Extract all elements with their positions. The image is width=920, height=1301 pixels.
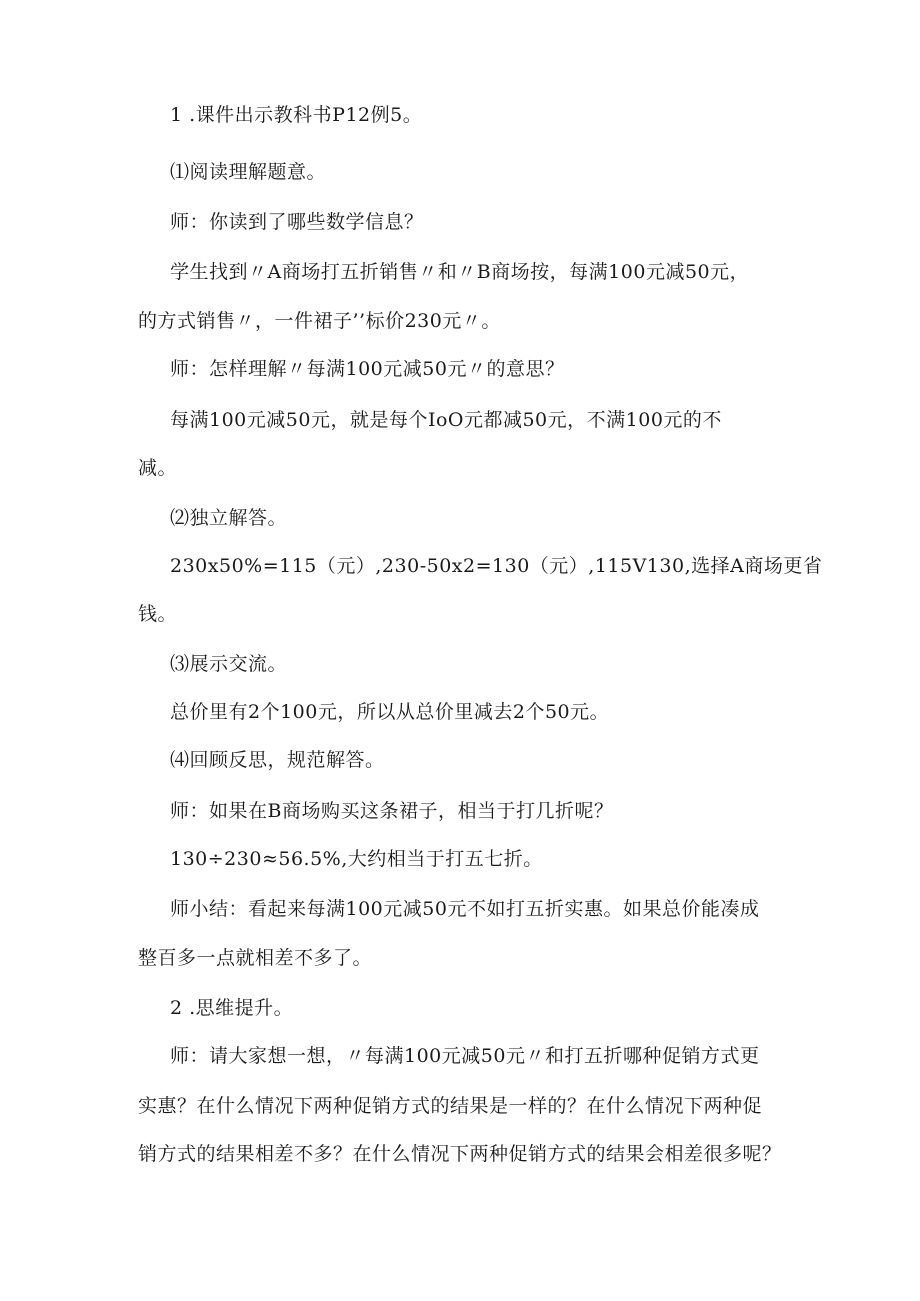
total-price-note: 总价里有2个100元，所以从总价里减去2个50元。 [170,701,610,723]
heading-2-thinking: 2 .思维提升。 [170,997,294,1019]
teacher-question-meaning: 师：怎样理解〃每满100元减50元〃的意思？ [170,358,565,380]
step-4-review: ⑷回顾反思，规范解答。 [170,749,385,771]
student-answer-line-1: 学生找到〃A商场打五折销售〃和〃B商场按，每满100元减50元， [170,261,750,283]
explanation-line-1: 每满100元减50元，就是每个IoO元都减50元，不满100元的不 [170,409,722,431]
teacher-prompt-line-3: 销方式的结果相差不多？在什么情况下两种促销方式的结果会相差很多呢？ [138,1143,782,1165]
teacher-prompt-line-2: 实惠？在什么情况下两种促销方式的结果是一样的？在什么情况下两种促 [138,1095,763,1117]
heading-1-courseware: 1 .课件出示教科书P12例5。 [170,104,423,126]
teacher-question-info: 师：你读到了哪些数学信息？ [170,211,424,233]
discount-calculation: 130÷230≈56.5%,大约相当于打五七折。 [170,848,543,870]
calculation-line-2: 钱。 [138,603,178,625]
step-3-share: ⑶展示交流。 [170,653,288,675]
teacher-summary-line-1: 师小结：看起来每满100元减50元不如打五折实惠。如果总价能凑成 [170,898,760,920]
calculation-line-1: 230x50%=115（元）,230-50x2=130（元）,115V130,选择A商场更省 [170,555,823,577]
step-1-read: ⑴阅读理解题意。 [170,161,327,183]
teacher-prompt-line-1: 师：请大家想一想，〃每满100元减50元〃和打五折哪种促销方式更 [170,1045,760,1067]
step-2-solve: ⑵独立解答。 [170,507,288,529]
student-answer-line-2: 的方式销售〃，一件裙子’’标价230元〃。 [138,310,501,332]
teacher-question-discount: 师：如果在B商场购买这条裙子，相当于打几折呢？ [170,800,614,822]
teacher-summary-line-2: 整百多一点就相差不多了。 [138,947,373,969]
explanation-line-2: 减。 [138,457,178,479]
